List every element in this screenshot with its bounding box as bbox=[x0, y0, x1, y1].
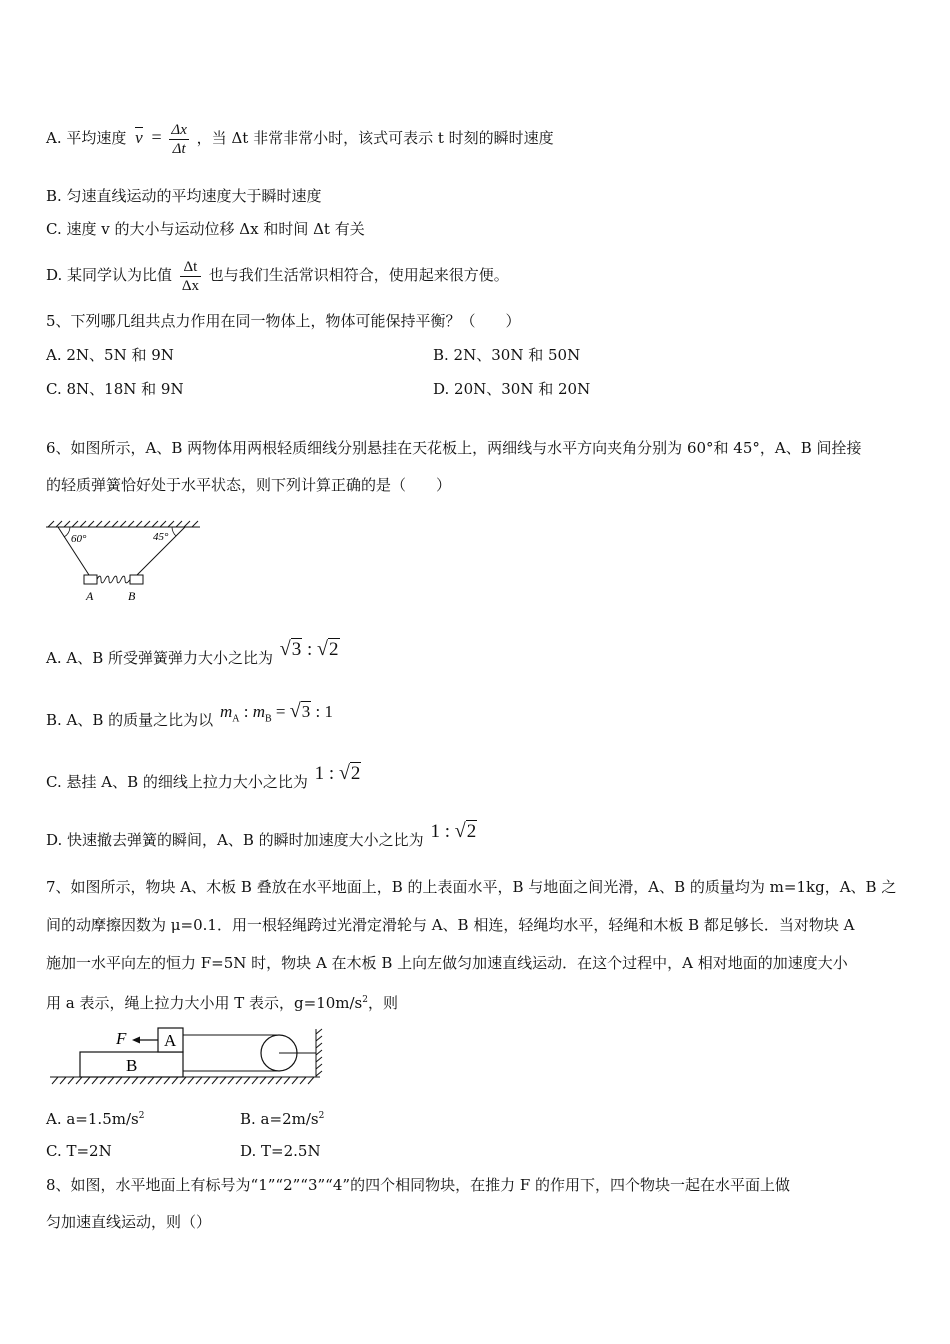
block-b bbox=[130, 575, 143, 584]
q6-option-a-text: A. A、B 所受弹簧弹力大小之比为 bbox=[46, 649, 273, 667]
fraction-dt-dx bbox=[180, 258, 201, 295]
fraction-denominator: Δx bbox=[181, 277, 199, 294]
question-7-stem-line-4: 用 a 表示，绳上拉力大小用 T 表示，$g=10m/s^2$，则 bbox=[46, 994, 399, 1012]
label-a: A bbox=[86, 589, 94, 603]
option-a-average-velocity bbox=[46, 112, 554, 162]
q6-option-b-text: B. A、B 的质量之比为以 bbox=[46, 711, 214, 729]
q7-option-d: D. T=2.5N bbox=[240, 1142, 321, 1160]
q6-option-b bbox=[46, 702, 333, 736]
q5-option-b: B. 2N、30N 和 50N bbox=[433, 346, 581, 364]
q6-option-c-text: C. 悬挂 A、B 的细线上拉力大小之比为 bbox=[46, 773, 308, 791]
question-7-stem-line-2: 间的动摩擦因数为 μ=0.1．用一根轻绳跨过光滑定滑轮与 A、B 相连，轻绳均水平，轻绳和木板 B 都足够长．当对物块 A bbox=[46, 916, 855, 934]
fraction-numerator: Δx bbox=[171, 121, 187, 138]
option-c: C. 速度 v 的大小与运动位移 Δx 和时间 Δt 有关 bbox=[46, 220, 365, 238]
label-b: B bbox=[128, 589, 136, 603]
angle-label-45: 45° bbox=[153, 531, 169, 543]
question-5-stem: 5、下列哪几组共点力作用在同一物体上，物体可能保持平衡？（ ） bbox=[46, 312, 521, 330]
q5-option-a: A. 2N、5N 和 9N bbox=[46, 346, 174, 364]
question-6-stem-line-2: 的轻质弹簧恰好处于水平状态，则下列计算正确的是（ ） bbox=[46, 476, 452, 494]
q6-option-d-text: D. 快速撤去弹簧的瞬间，A、B 的瞬时加速度大小之比为 bbox=[46, 831, 424, 849]
question-6-stem-line-1: 6、如图所示，A、B 两物体用两根轻质细线分别悬挂在天花板上，两细线与水平方向夹角分别为 60°和 45°，A、B 间拴接 bbox=[46, 439, 862, 457]
q6-option-c bbox=[46, 764, 361, 798]
fraction-numerator: Δt bbox=[180, 258, 201, 277]
question-7-stem-line-3: 施加一水平向左的恒力 F=5N 时，物块 A 在木板 B 上向左做匀加速直线运动．在这个过程中，A 相对地面的加速度大小 bbox=[46, 954, 848, 972]
q6-hanging-blocks-figure bbox=[42, 518, 207, 606]
equals-sign: = bbox=[151, 127, 162, 147]
label-block-a: A bbox=[164, 1031, 177, 1050]
ratio-root3-root2: √3 : √2 bbox=[279, 638, 339, 660]
angle-arc-45 bbox=[172, 527, 176, 536]
q7-option-c: C. T=2N bbox=[46, 1142, 112, 1160]
option-d-suffix: 也与我们生活常识相符合，使用起来很方便。 bbox=[208, 266, 509, 284]
spring bbox=[97, 576, 130, 583]
ratio-1-root2: 1 : √2 bbox=[314, 762, 361, 784]
q6-option-d bbox=[46, 822, 477, 856]
label-board-b: B bbox=[126, 1056, 138, 1075]
ceiling bbox=[46, 521, 200, 527]
block-a bbox=[84, 575, 97, 584]
v-bar-symbol: v bbox=[135, 128, 143, 147]
q5-option-c: C. 8N、18N 和 9N bbox=[46, 380, 184, 398]
label-force-f: F bbox=[116, 1029, 127, 1048]
wall bbox=[316, 1029, 322, 1077]
option-d-prefix: D. 某同学认为比值 bbox=[46, 266, 173, 284]
option-d-ratio bbox=[46, 252, 509, 298]
q7-option-b: B. $a=2m/s^2$ bbox=[240, 1110, 325, 1128]
ratio-1-root2: 1 : √2 bbox=[430, 820, 477, 842]
question-7-stem-line-1: 7、如图所示，物块 A、木板 B 叠放在水平地面上，B 的上表面水平，B 与地面之间光滑，A、B 的质量均为 m=1kg，A、B 之 bbox=[46, 878, 897, 896]
force-arrowhead bbox=[132, 1037, 140, 1044]
fraction-denominator: Δt bbox=[172, 140, 186, 157]
question-8-stem-line-1: 8、如图，水平地面上有标号为“1”“2”“3”“4”的四个相同物块，在推力 F 的作用下，四个物块一起在水平面上做 bbox=[46, 1176, 791, 1194]
option-a-text: ，当 Δt 非常非常小时，该式可表示 t 时刻的瞬时速度 bbox=[196, 129, 554, 147]
option-b: B. 匀速直线运动的平均速度大于瞬时速度 bbox=[46, 187, 322, 205]
q7-option-a: A. $a=1.5m/s^2$ bbox=[46, 1110, 145, 1128]
fraction-dx-dt bbox=[169, 121, 188, 158]
q7-pulley-figure bbox=[48, 1024, 326, 1088]
q5-option-d: D. 20N、30N 和 20N bbox=[433, 380, 591, 398]
ground bbox=[50, 1077, 320, 1084]
angle-label-60: 60° bbox=[71, 533, 87, 545]
mass-ratio-expression: $m_A$ : $m_B = √3$ : 1 bbox=[219, 700, 333, 725]
q6-option-a bbox=[46, 640, 340, 674]
question-8-stem-line-2: 匀加速直线运动，则（） bbox=[46, 1213, 212, 1231]
angle-arc-60 bbox=[64, 527, 70, 537]
option-a-prefix: A. 平均速度 bbox=[46, 129, 127, 147]
